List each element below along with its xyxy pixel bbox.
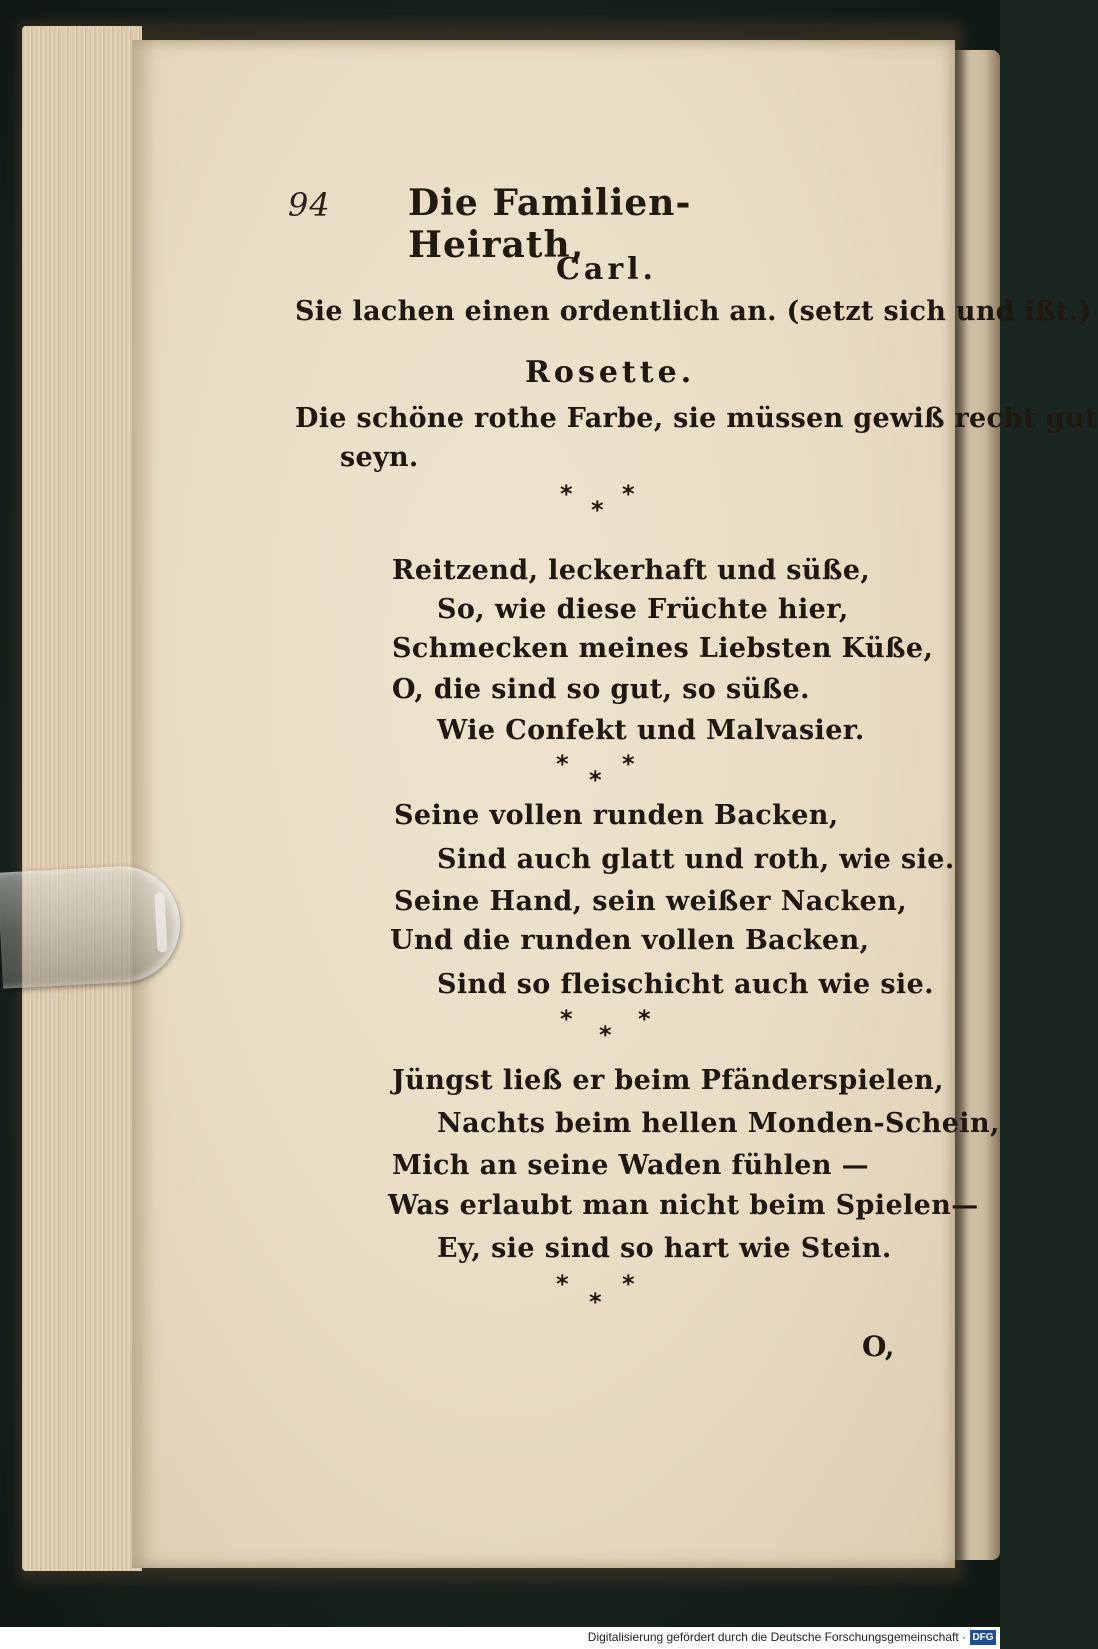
- asterism-star: *: [560, 1005, 573, 1033]
- asterism-star: *: [622, 750, 635, 778]
- verse-line: Nachts beim hellen Monden-Schein,: [437, 1108, 1000, 1139]
- speaker-carl: Carl.: [556, 252, 657, 287]
- verse-line: Was erlaubt man nicht beim Spielen—: [388, 1190, 979, 1221]
- asterism-star: *: [589, 766, 602, 794]
- running-title: Die Familien-Heirath,: [408, 182, 692, 266]
- dfg-logo: DFG: [970, 1630, 996, 1645]
- asterism-star: *: [556, 750, 569, 778]
- asterism: [556, 1270, 646, 1316]
- asterism-star: *: [622, 480, 635, 508]
- speaker-rosette: Rosette.: [525, 355, 696, 390]
- running-head: [288, 182, 808, 266]
- dialogue-line: Die schöne rothe Farbe, sie müssen gewiß recht gut: [295, 403, 1098, 434]
- verse-line: So, wie diese Früchte hier,: [437, 594, 849, 625]
- page-stack-edge: [22, 26, 142, 1571]
- verse-line: Und die runden vollen Backen,: [390, 925, 870, 956]
- verse-line: Ey, sie sind so hart wie Stein.: [437, 1233, 892, 1264]
- verse-line: Jüngst ließ er beim Pfänderspielen,: [392, 1065, 944, 1096]
- verse-line: O, die sind so gut, so süße.: [392, 674, 810, 705]
- asterism: [560, 1005, 651, 1049]
- asterism: [560, 480, 650, 524]
- dialogue-line: Sie lachen einen ordentlich an. (setzt sich und ißt.): [295, 296, 1092, 327]
- verse-line: Reitzend, leckerhaft und süße,: [392, 555, 871, 586]
- asterism-star: *: [599, 1021, 612, 1049]
- asterism-star: *: [556, 1270, 569, 1298]
- catchword: O,: [862, 1330, 895, 1363]
- asterism-star: *: [638, 1005, 651, 1033]
- asterism-star: *: [622, 1270, 635, 1298]
- page-number: 94: [288, 186, 331, 224]
- verse-line: Seine vollen runden Backen,: [394, 800, 839, 831]
- dialogue-line: seyn.: [340, 442, 419, 473]
- verse-line: Sind auch glatt und roth, wie sie.: [437, 844, 955, 875]
- verse-line: Schmecken meines Liebsten Küße,: [392, 633, 934, 664]
- verse-line: Seine Hand, sein weißer Nacken,: [394, 886, 908, 917]
- glass-bookmark-clip: [0, 863, 183, 988]
- verse-line: Mich an seine Waden fühlen —: [392, 1150, 870, 1181]
- credit-bar: [0, 1627, 1000, 1649]
- asterism-star: *: [591, 496, 604, 524]
- asterism-star: *: [589, 1288, 602, 1316]
- verse-line: Wie Confekt und Malvasier.: [437, 715, 865, 746]
- asterism-star: *: [560, 480, 573, 508]
- verse-line: Sind so fleischicht auch wie sie.: [437, 969, 934, 1000]
- digitization-credit: Digitalisierung gefördert durch die Deutsche Forschungsgemeinschaft ·: [587, 1630, 966, 1644]
- asterism: [556, 750, 646, 794]
